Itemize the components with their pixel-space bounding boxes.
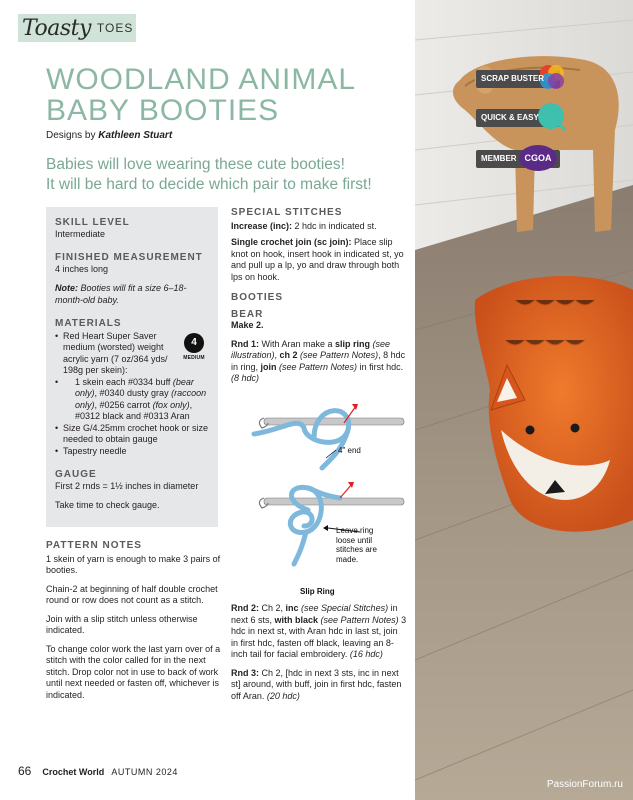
list-item: • Size G/4.25mm crochet hook or size needed to obtain gauge xyxy=(55,423,210,446)
size-note: Note: Booties will fit a size 6–18-month-old baby. xyxy=(55,283,187,305)
note-paragraph: To change color work the last yarn over of a stitch with the color called for in the next stitch. Drop color not in use to back of work until next needed or fasten off, whichever is indicated. xyxy=(46,643,221,700)
special-stitches-heading: SPECIAL STITCHES xyxy=(231,207,343,218)
materials-heading: MATERIALS xyxy=(55,318,122,329)
scrap-buster-badge: SCRAP BUSTER xyxy=(476,70,560,88)
magazine-name: Crochet World xyxy=(42,767,105,777)
rnd1-instruction: Rnd 1: With Aran make a slip ring (see illustration), ch 2 (see Pattern Notes), 8 hdc in ring, join (see Pattern Notes) in first hdc. (8 hdc) xyxy=(231,338,406,383)
list-item: • 1 skein each #0334 buff (bear only), #0340 dusty gray (raccoon only), #0256 carrot (fox only), #0312 black and #0313 Aran xyxy=(55,377,210,423)
page-number: 66 xyxy=(18,764,32,778)
edition: AUTUMN 2024 xyxy=(111,767,178,777)
diagram-end-label: 4" end xyxy=(338,446,361,455)
slip-ring-illustration xyxy=(244,398,414,598)
rnd2-instruction: Rnd 2: Ch 2, inc (see Special Stitches) in next 6 sts, with black (see Pattern Notes) 3 hdc in next st, with Aran hdc in last st, join in first hdc, fasten off black, leaving an 8-inch tail for facial embroidery. (16 hdc) xyxy=(231,603,407,659)
rnd3-instruction: Rnd 3: Ch 2, [hdc in next 3 sts, inc in next st] around, with buff, join in first hdc, fasten off Aran. (20 hdc) xyxy=(231,667,402,701)
yarn-weight-icon: 4 MEDIUM xyxy=(182,333,206,361)
measure-value: 4 inches long xyxy=(55,263,109,274)
list-item: • Red Heart Super Saver medium (worsted) weight acrylic yarn (7 oz/364 yds/ 198g per skein): xyxy=(55,331,173,377)
gauge-value: First 2 rnds = 1½ inches in diameter xyxy=(55,480,199,491)
list-item: • Tapestry needle xyxy=(55,446,210,458)
sc-join-definition: Single crochet join (sc join): Place slip knot on hook, insert hook in indicated st, yo and pull up a lp, yo and draw through both lps on hook. xyxy=(231,237,404,282)
intro-text: Babies will love wearing these cute booties! It will be hard to decide which pair to make first! xyxy=(46,156,372,193)
skill-value: Intermediate xyxy=(55,228,106,239)
round-instructions xyxy=(231,603,407,709)
info-box xyxy=(46,207,218,527)
pattern-notes xyxy=(46,540,226,701)
note-paragraph: Join with a slip stitch unless otherwise indicated. xyxy=(46,613,198,635)
section-name: TOES xyxy=(96,21,134,35)
diagram-caption: Slip Ring xyxy=(300,587,335,596)
quick-easy-icon xyxy=(535,100,569,134)
quick-easy-badge: QUICK & EASY xyxy=(476,109,560,127)
page-footer xyxy=(18,764,178,778)
cgoa-logo: CGOA xyxy=(519,145,557,171)
slip-ring-diagram xyxy=(244,398,414,598)
section-script-word: Toasty xyxy=(22,15,91,41)
booties-heading: BOOTIES xyxy=(231,292,284,303)
bear-heading: BEAR xyxy=(231,308,264,320)
measure-heading: FINISHED MEASUREMENT xyxy=(55,252,203,263)
member-badge: MEMBER xyxy=(476,150,560,168)
pattern-notes-heading: PATTERN NOTES xyxy=(46,540,142,551)
instructions-column xyxy=(231,207,406,385)
note-paragraph: 1 skein of yarn is enough to make 3 pairs of booties. xyxy=(46,553,221,575)
gauge-check: Take time to check gauge. xyxy=(55,500,160,510)
make-count: Make 2. xyxy=(231,320,264,330)
section-tag xyxy=(18,14,136,42)
note-paragraph: Chain-2 at beginning of half double crochet round or row does not count as a stitch. xyxy=(46,583,218,605)
diagram-leave-label: Leave ring loose until stitches are made. xyxy=(336,526,377,564)
page-title: WOODLAND ANIMAL BABY BOOTIES xyxy=(46,63,357,127)
skill-heading: SKILL LEVEL xyxy=(55,217,130,228)
watermark: PassionForum.ru xyxy=(546,779,623,790)
gauge-heading: GAUGE xyxy=(55,469,97,480)
byline: Designs by Kathleen Stuart xyxy=(46,130,173,141)
inc-definition: Increase (inc): 2 hdc in indicated st. xyxy=(231,220,377,231)
